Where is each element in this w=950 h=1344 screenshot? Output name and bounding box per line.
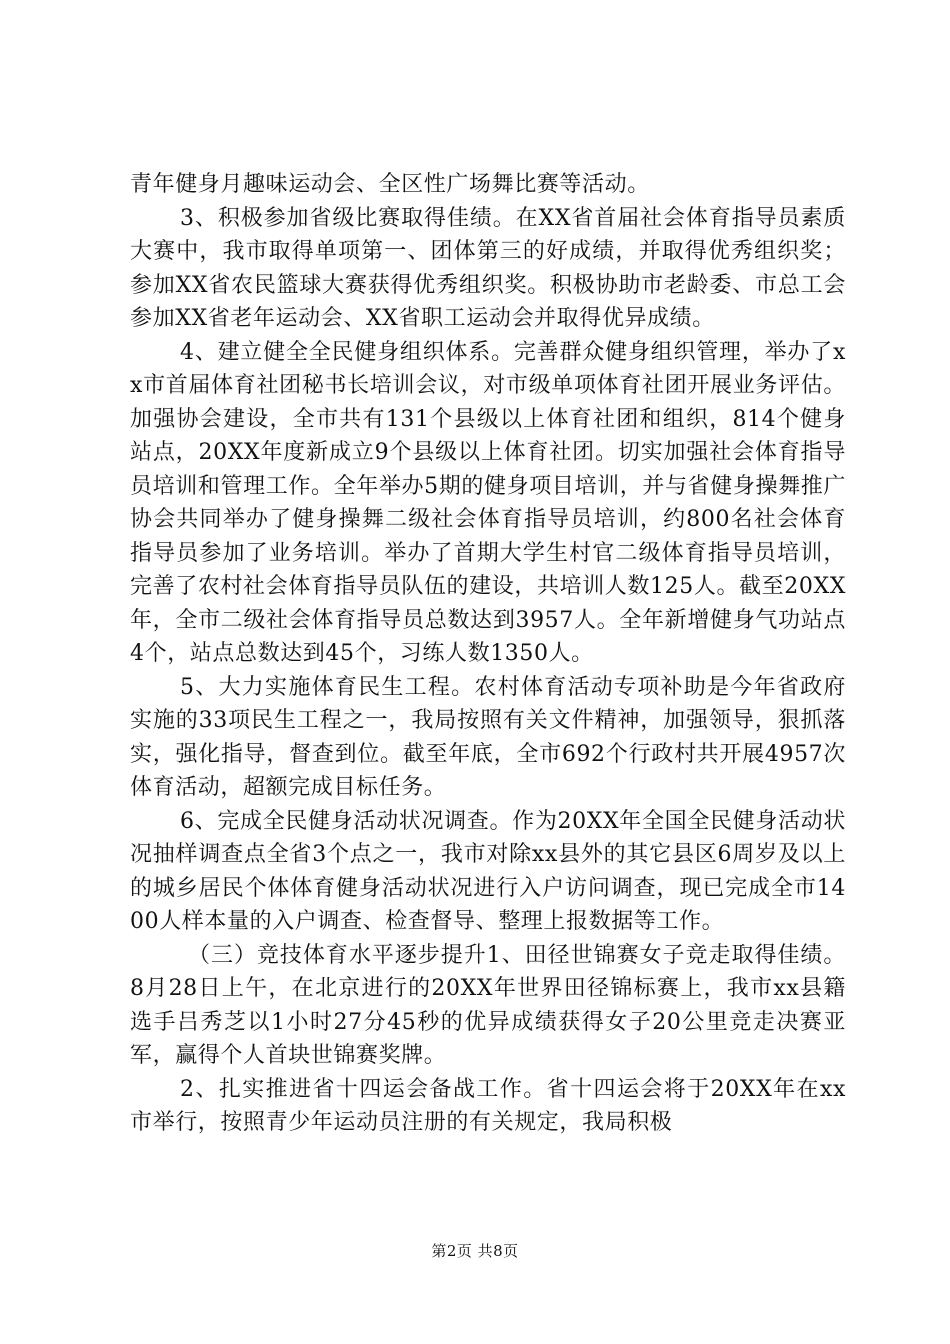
paragraph-item-6: 6、完成全民健身活动状况调查。作为20XX年全国全民健身活动状况抽样调查点全省3个点之一，我市对除xx县外的其它县区6周岁及以上的城乡居民个体体育健身活动状况进行入户访问调查，现已完成全市1400人样本量的入户调查、检查督导、整理上报数据等工作。 bbox=[130, 808, 846, 934]
paragraph-item-5: 5、大力实施体育民生工程。农村体育活动专项补助是今年省政府实施的33项民生工程之一，我局按照有关文件精神，加强领导，狠抓落实，强化指导，督查到位。截至年底，全市692个行政村共开展4957次体育活动，超额完成目标任务。 bbox=[130, 674, 846, 800]
paragraph-item-2: 2、扎实推进省十四运会备战工作。省十四运会将于20XX年在xx市举行，按照青少年运动员注册的有关规定，我局积极 bbox=[130, 1076, 846, 1135]
paragraph-continuation: 青年健身月趣味运动会、全区性广场舞比赛等活动。 bbox=[130, 172, 650, 197]
paragraph-section-3: （三）竞技体育水平逐步提升1、田径世锦赛女子竞走取得佳绩。8月28日上午，在北京进行的20XX年世界田径锦标赛上，我市xx县籍选手吕秀芝以1小时27分45秒的优异成绩获得女子20公里竞走决赛亚军，赢得个人首块世锦赛奖牌。 bbox=[130, 942, 846, 1068]
page-footer: 第2页 共8页 bbox=[431, 1242, 519, 1260]
paragraph-item-4: 4、建立健全全民健身组织体系。完善群众健身组织管理，举办了xx市首届体育社团秘书长培训会议，对市级单项体育社团开展业务评估。加强协会建设，全市共有131个县级以上体育社团和组织，814个健身站点，20XX年度新成立9个县级以上体育社团。切实加强社会体育指导员培训和管理工作。全年举办5期的健身项目培训，并与省健身操舞推广协会共同举办了健身操舞二级社会体育指导员培训，约800名社会体育指导员参加了业务培训。举办了首期大学生村官二级体育指导员培训，完善了农村社会体育指导员队伍的建设，共培训人数125人。截至20XX年，全市二级社会体育指导员总数达到3957人。全年新增健身气功站点4个，站点总数达到45个，习练人数1350人。 bbox=[130, 339, 846, 666]
document-body bbox=[130, 168, 846, 1140]
paragraph-item-3: 3、积极参加省级比赛取得佳绩。在XX省首届社会体育指导员素质大赛中，我市取得单项第一、团体第三的好成绩，并取得优秀组织奖；参加XX省农民篮球大赛获得优秀组织奖。积极协助市老龄委、市总工会参加XX省老年运动会、XX省职工运动会并取得优异成绩。 bbox=[130, 205, 846, 331]
